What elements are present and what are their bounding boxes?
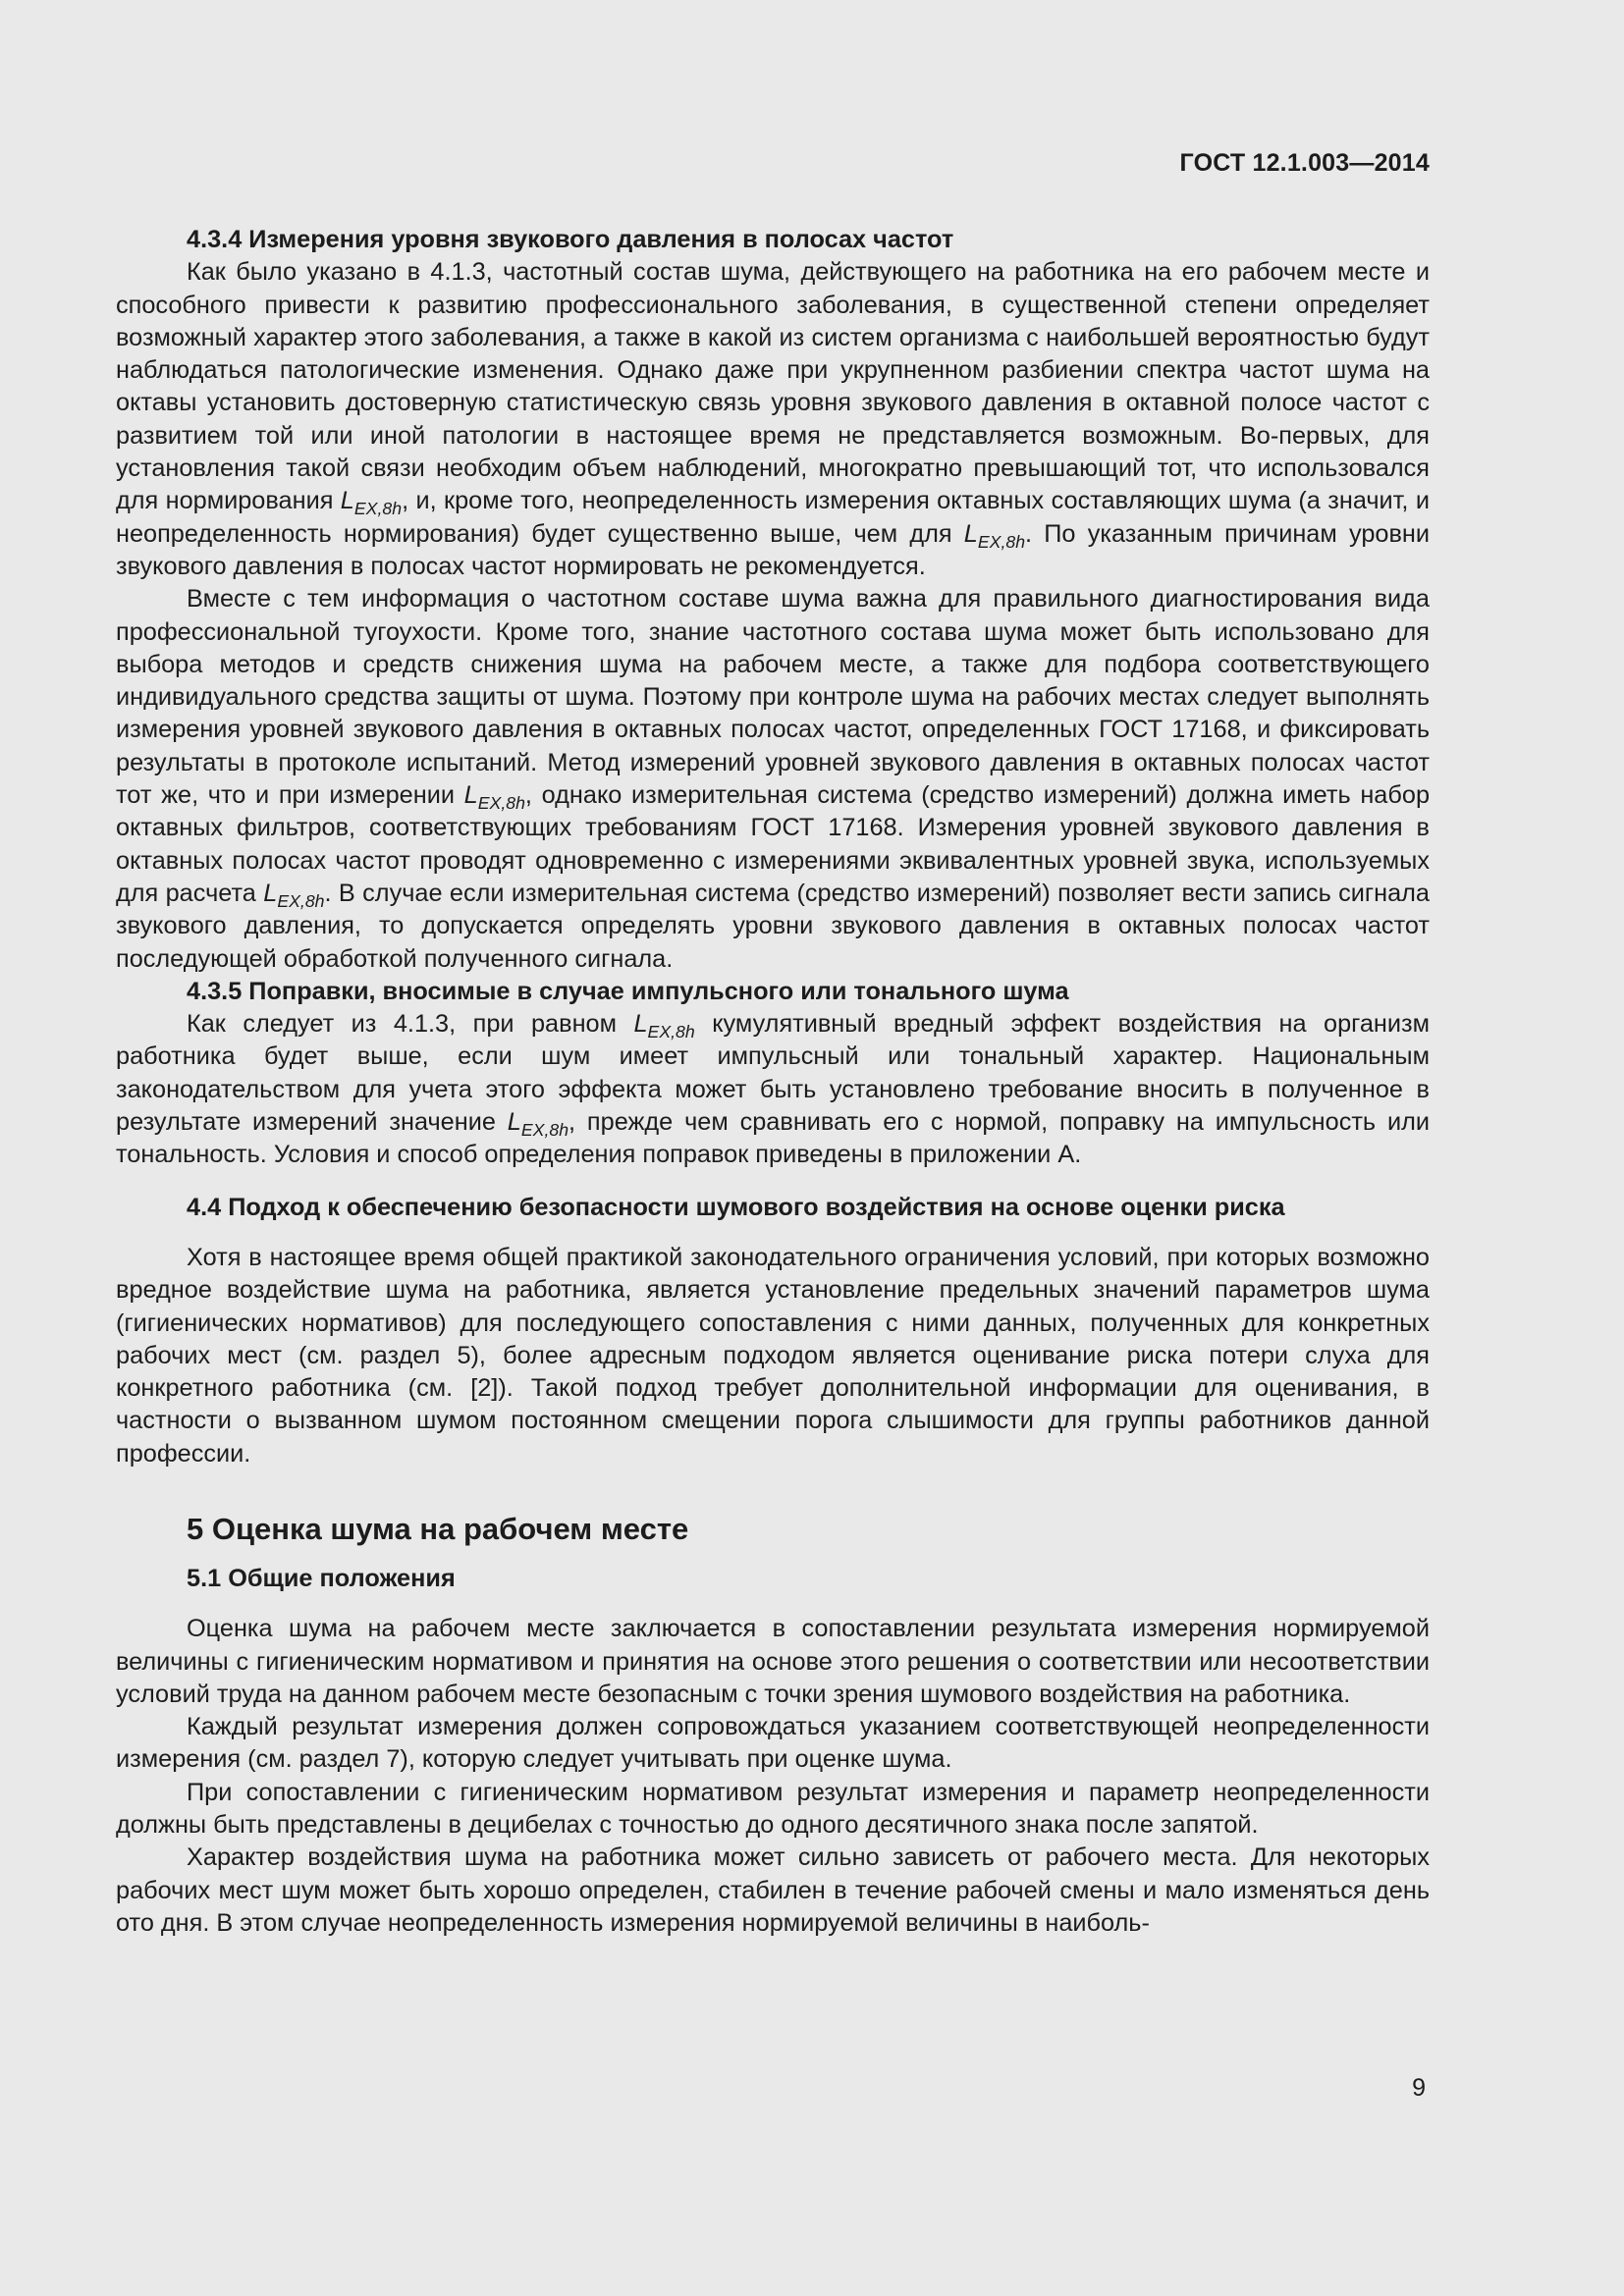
document-body [116, 224, 1430, 1940]
section-4-4-paragraph-1: Хотя в настоящее время общей практикой законодательного ограничения условий, при которых возможно вредное воздействие шума на работника, является установление предельных значений параметров шума (гигиенических нормативов) для последующего сопоставления с ними данных, полученных для конкретных рабочих мест (см. раздел 5), более адресным подходом является оценивание риска потери слуха для конкретного работника (см. [2]). Такой подход требует дополнительной информации для оценивания, в частности о вызванном шумом постоянном смещении порога слышимости для группы работников данной профессии. [116, 1243, 1430, 1468]
section-4-3-5-paragraph-1: Как следует из 4.1.3, при равном $L_{EX,8h}$ кумулятивный вредный эффект воздействия на организм работника будет выше, если шум имеет импульсный или тональный характер. Национальным законодательством для учета этого эффекта может быть установлено требование вносить в полученное в результате измерений значение $L_{EX,8h}$, прежде чем сравнивать его с нормой, поправку на импульсность или тональность. Условия и способ определения поправок приведены в приложении А. [116, 1010, 1430, 1169]
symbol-lex8h: $L_{EX,8h}$ [633, 1010, 695, 1042]
symbol-lex8h: $L_{EX,8h}$ [507, 1108, 569, 1141]
section-4-4-title: 4.4 Подход к обеспечению безопасности шумового воздействия на основе оценки риска [187, 1193, 1285, 1221]
section-4-3-4-paragraph-2: Вместе с тем информация о частотном составе шума важна для правильного диагностирования вида профессиональной тугоухости. Кроме того, знание частотного состава шума может быть использовано для выбора методов и средств снижения шума на рабочем месте, а также для подбора соответствующего индивидуального средства защиты от шума. Поэтому при контроле шума на рабочих местах следует выполнять измерения уровней звукового давления в октавных полосах частот, определенных ГОСТ 17168, и фиксировать результаты в протоколе испытаний. Метод измерений уровней звукового давления в октавных полосах частот тот же, что и при измерении $L_{EX,8h}$, однако измерительная система (средство измерений) должна иметь набор октавных фильтров, соответствующих требованиям ГОСТ 17168. Измерения уровней звукового давления в октавных полосах частот проводят одновременно с измерениями эквивалентных уровней звука, используемых для расчета $L_{EX,8h}$. В случае если измерительная система (средство измерений) позволяет вести запись сигнала звукового давления, то допускается определять уровни звукового давления в октавных полосах частот последующей обработкой полученного сигнала. [116, 585, 1431, 973]
symbol-lex8h: $L_{EX,8h}$ [340, 487, 403, 519]
section-5-1-paragraph-2: Каждый результат измерения должен сопровождаться указанием соответствующей неопределенности измерения (см. раздел 7), которую следует учитывать при оценке шума. [116, 1713, 1430, 1774]
document-header: ГОСТ 12.1.003—2014 [1179, 149, 1430, 177]
symbol-lex8h: $L_{EX,8h}$ [463, 781, 525, 814]
section-5-1-paragraph-1: Оценка шума на рабочем месте заключается в сопоставлении результата измерения нормируемой величины с гигиеническим нормативом и принятия на основе этого решения о соответствии или несоответствии условий труда на данном рабочем месте безопасным с точки зрения шумового воздействия на работника. [116, 1615, 1430, 1708]
page-number: 9 [1412, 2074, 1426, 2102]
section-4-3-5-title: 4.3.5 Поправки, вносимые в случае импульсного или тонального шума [187, 977, 1069, 1005]
section-5-title: 5 Оценка шума на рабочем месте [187, 1511, 689, 1546]
section-5-1-title: 5.1 Общие положения [187, 1564, 456, 1592]
symbol-lex8h: $L_{EX,8h}$ [963, 519, 1026, 552]
section-5-1-paragraph-3: При сопоставлении с гигиеническим нормативом результат измерения и параметр неопределенности должны быть представлены в децибелах с точностью до одного десятичного знака после запятой. [116, 1778, 1430, 1840]
symbol-lex8h: $L_{EX,8h}$ [263, 879, 325, 911]
section-4-3-4-paragraph-1: Как было указано в 4.1.3, частотный состав шума, действующего на работника на его рабочем месте и способного привести к развитию профессионального заболевания, в существенной степени определяет возможный характер этого заболевания, а также в какой из систем организма с наибольшей вероятностью будут наблюдаться патологические изменения. Однако даже при укрупненном разбиении спектра частот шума на октавы установить достоверную статистическую связь уровня звукового давления в октавной полосе частот с развитием той или иной патологии в настоящее время не представляется возможным. Во-первых, для установления такой связи необходим объем наблюдений, многократно превышающий тот, что использовался для нормирования $L_{EX,8h}$, и, кроме того, неопределенность измерения октавных составляющих шума (а значит, и неопределенность нормирования) будет существенно выше, чем для $L_{EX,8h}$. По указанным причинам уровни звукового давления в полосах частот нормировать не рекомендуется. [116, 258, 1431, 580]
section-4-3-4-title: 4.3.4 Измерения уровня звукового давления в полосах частот [187, 226, 954, 253]
section-5-1-paragraph-4: Характер воздействия шума на работника может сильно зависеть от рабочего места. Для некоторых рабочих мест шум может быть хорошо определен, стабилен в течение рабочей смены и мало изменяться день ото дня. В этом случае неопределенность измерения нормируемой величины в наиболь- [116, 1843, 1430, 1937]
